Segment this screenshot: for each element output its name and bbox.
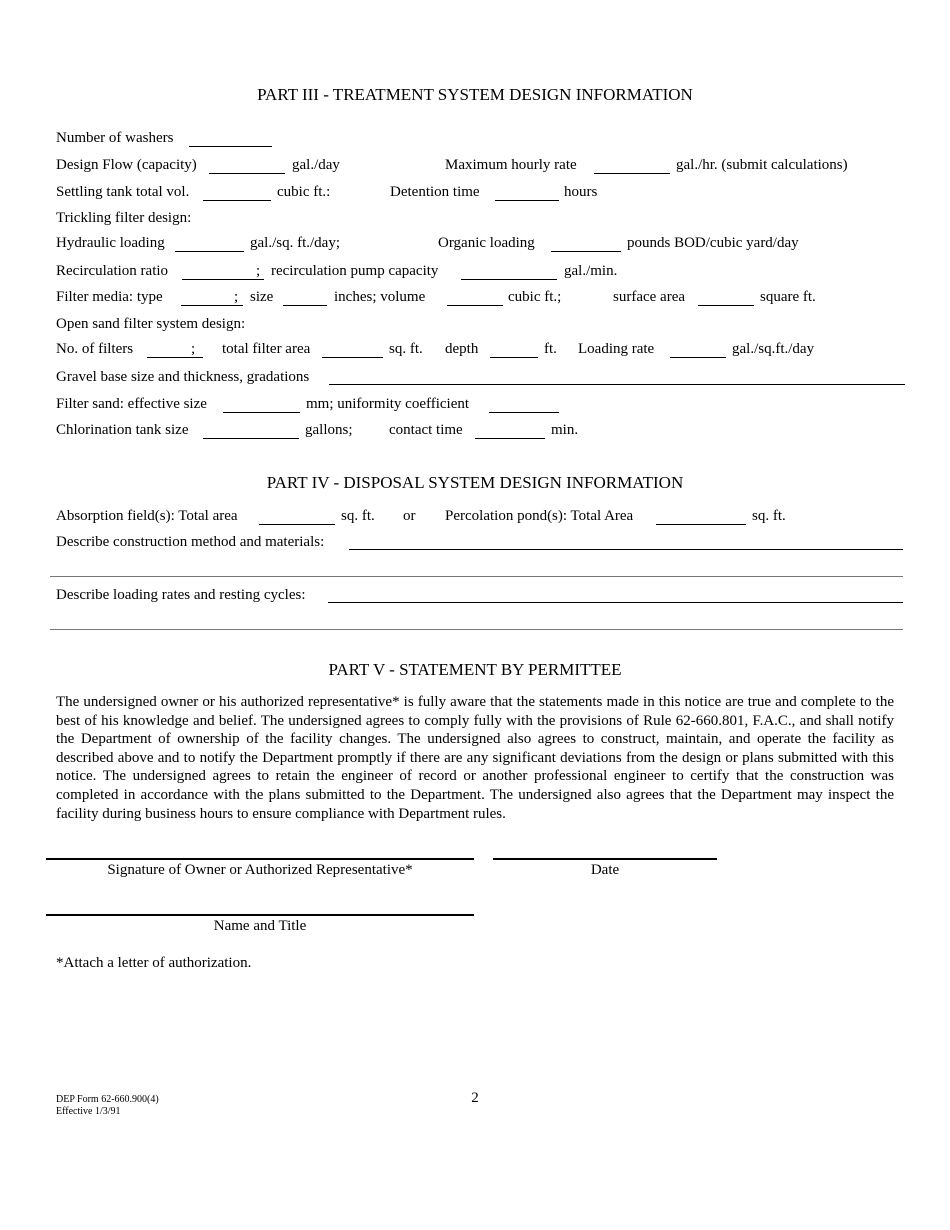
area-label: total filter area <box>222 341 311 357</box>
design-flow-unit: gal./day <box>292 157 340 173</box>
effective-date: Effective 1/3/91 <box>56 1106 121 1117</box>
construction-line-2[interactable] <box>50 576 903 577</box>
sand-filter-label: Open sand filter system design: <box>56 316 246 332</box>
media-label: Filter media: type <box>56 289 163 305</box>
chlor-field[interactable] <box>203 438 299 439</box>
volume-field[interactable] <box>447 305 503 306</box>
depth-unit: ft. <box>544 341 557 357</box>
gravel-field[interactable] <box>329 384 905 385</box>
settling-unit: cubic ft.: <box>277 184 331 200</box>
pump-label: recirculation pump capacity <box>271 263 439 279</box>
loading-label: Loading rate <box>578 341 655 357</box>
washers-field[interactable] <box>189 146 272 147</box>
chlor-label: Chlorination tank size <box>56 422 189 438</box>
surface-unit: square ft. <box>760 289 816 305</box>
contact-label: contact time <box>389 422 463 438</box>
filters-semicolon: ; <box>191 341 196 357</box>
settling-label: Settling tank total vol. <box>56 184 190 200</box>
max-hourly-field[interactable] <box>594 173 670 174</box>
or-text: or <box>403 508 416 524</box>
absorption-unit: sq. ft. <box>341 508 375 524</box>
absorption-field[interactable] <box>259 524 335 525</box>
area-unit: sq. ft. <box>389 341 423 357</box>
area-field[interactable] <box>322 357 383 358</box>
size-unit: inches; volume <box>334 289 426 305</box>
depth-label: depth <box>445 341 479 357</box>
date-line[interactable] <box>493 858 717 860</box>
signature-line[interactable] <box>46 858 474 860</box>
construction-label: Describe construction method and materials: <box>56 534 325 550</box>
form-number: DEP Form 62-660.900(4) <box>56 1094 159 1105</box>
size-label: size <box>250 289 274 305</box>
signature-label: Signature of Owner or Authorized Representative* <box>107 862 413 878</box>
date-label: Date <box>590 862 620 878</box>
surface-field[interactable] <box>698 305 754 306</box>
settling-field[interactable] <box>203 200 271 201</box>
construction-field[interactable] <box>349 549 903 550</box>
gravel-label: Gravel base size and thickness, gradations <box>56 369 310 385</box>
hydraulic-unit: gal./sq. ft./day; <box>250 235 340 251</box>
chlor-unit: gallons; <box>305 422 353 438</box>
loading-rates-line-2[interactable] <box>50 629 903 630</box>
name-title-line[interactable] <box>46 914 474 916</box>
size-field[interactable] <box>283 305 327 306</box>
filter-sand-label: Filter sand: effective size <box>56 396 207 412</box>
recirc-label: Recirculation ratio <box>56 263 169 279</box>
loading-rates-label: Describe loading rates and resting cycles: <box>56 587 306 603</box>
filter-sand-unit: mm; uniformity coefficient <box>306 396 470 412</box>
name-title-label: Name and Title <box>213 918 307 934</box>
depth-field[interactable] <box>490 357 538 358</box>
washers-label: Number of washers <box>56 130 174 146</box>
loading-unit: gal./sq.ft./day <box>732 341 815 357</box>
hydraulic-label: Hydraulic loading <box>56 235 165 251</box>
filter-sand-field[interactable] <box>223 412 300 413</box>
perc-field[interactable] <box>656 524 746 525</box>
contact-unit: min. <box>551 422 579 438</box>
max-hourly-unit: gal./hr. (submit calculations) <box>676 157 848 173</box>
detention-label: Detention time <box>390 184 480 200</box>
part-iii-heading: PART III - TREATMENT SYSTEM DESIGN INFORMATION <box>257 85 693 104</box>
detention-field[interactable] <box>495 200 559 201</box>
volume-unit: cubic ft.; <box>508 289 562 305</box>
hydraulic-field[interactable] <box>175 251 244 252</box>
filters-label: No. of filters <box>56 341 134 357</box>
recirc-semicolon: ; <box>256 263 261 279</box>
pump-unit: gal./min. <box>564 263 618 279</box>
design-flow-label: Design Flow (capacity) <box>56 157 197 173</box>
detention-unit: hours <box>564 184 598 200</box>
contact-field[interactable] <box>475 438 545 439</box>
media-semicolon: ; <box>234 289 239 305</box>
uniformity-field[interactable] <box>489 412 559 413</box>
design-flow-field[interactable] <box>209 173 285 174</box>
organic-label: Organic loading <box>438 235 535 251</box>
organic-unit: pounds BOD/cubic yard/day <box>627 235 799 251</box>
loading-rates-field[interactable] <box>328 602 903 603</box>
page-number: 2 <box>471 1090 479 1106</box>
part-v-heading: PART V - STATEMENT BY PERMITTEE <box>328 660 622 679</box>
attach-note: *Attach a letter of authorization. <box>56 955 252 971</box>
absorption-label: Absorption field(s): Total area <box>56 508 238 524</box>
perc-label: Percolation pond(s): Total Area <box>445 508 634 524</box>
organic-field[interactable] <box>551 251 621 252</box>
max-hourly-label: Maximum hourly rate <box>445 157 577 173</box>
part-iv-heading: PART IV - DISPOSAL SYSTEM DESIGN INFORMATION <box>266 473 684 492</box>
surface-label: surface area <box>613 289 686 305</box>
loading-field[interactable] <box>670 357 726 358</box>
pump-field[interactable] <box>461 279 557 280</box>
trickling-label: Trickling filter design: <box>56 210 192 226</box>
permittee-statement: The undersigned owner or his authorized representative* is fully aware that the statements made in this notice are true and complete to the best of his knowledge and belief. The undersigned agrees to comply fully with the provisions of Rule 62-660.801, F.A.C., and shall notify the Department of ownership of the facility changes. The undersigned also agrees to construct, maintain, and operate the facility as described above and to notify the Department promptly if there are any significant deviations from the design or plans submitted with this notice. The undersigned agrees to retain the engineer of record or another professional engineer to certify that the construction was completed in accordance with the plans submitted to the Department. The undersigned also agrees that the Department may inspect the facility during business hours to ensure compliance with Department rules. <box>56 694 894 822</box>
perc-unit: sq. ft. <box>752 508 786 524</box>
recirc-field[interactable] <box>182 279 264 280</box>
